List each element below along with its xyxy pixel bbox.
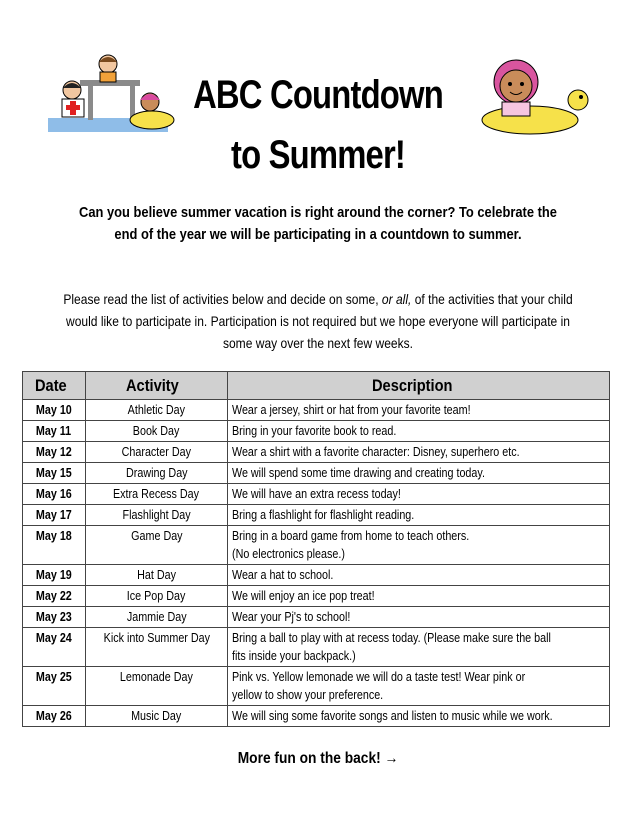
table-row (23, 526, 610, 565)
cell-description (228, 421, 610, 442)
cell-description (228, 484, 610, 505)
description-line: Wear a hat to school. (232, 568, 334, 582)
cell-activity: Flashlight Day (85, 505, 227, 526)
header-activity: Activity (85, 372, 227, 400)
cell-activity: Music Day (85, 706, 227, 727)
cell-activity: Game Day (85, 526, 227, 565)
title-line2: to Summer! (230, 133, 406, 177)
table-row (23, 667, 610, 706)
table-row (23, 505, 610, 526)
instructions-after: of the activities that your child would like to participate in. Participation is not required but we hope everyone will participate in some way over the next few weeks. (66, 291, 573, 351)
description-line: Bring a ball to play with at recess today. (Please make sure the ball (232, 631, 552, 645)
table-row (23, 463, 610, 484)
description-line: We will spend some time drawing and creating today. (232, 466, 486, 480)
cell-activity: Lemonade Day (85, 667, 227, 706)
cell-activity: Drawing Day (85, 463, 227, 484)
table-header-row (23, 372, 610, 400)
description-line: We will sing some favorite songs and listen to music while we work. (232, 709, 553, 723)
description-line: Wear your Pj's to school! (232, 610, 351, 624)
table-row (23, 628, 610, 667)
table-row (23, 484, 610, 505)
cell-date: May 25 (23, 667, 86, 706)
cell-description (228, 667, 610, 706)
cell-activity: Extra Recess Day (85, 484, 227, 505)
cell-description (228, 586, 610, 607)
description-line: Pink vs. Yellow lemonade we will do a taste test! Wear pink or (232, 670, 526, 684)
table-row (23, 607, 610, 628)
description-line: Bring in a board game from home to teach others. (232, 529, 470, 543)
description-line: Bring a flashlight for flashlight reading. (232, 508, 415, 522)
description-line: (No electronics please.) (232, 547, 346, 561)
table-row (23, 442, 610, 463)
cell-activity: Hat Day (85, 565, 227, 586)
cell-date: May 15 (23, 463, 86, 484)
cell-date: May 24 (23, 628, 86, 667)
footer-note: More fun on the back! → (237, 750, 399, 767)
cell-date: May 18 (23, 526, 86, 565)
description-line: yellow to show your preference. (232, 688, 384, 702)
cell-activity: Character Day (85, 442, 227, 463)
instructions-emphasis: or all, (381, 291, 412, 307)
description-line: fits inside your backpack.) (232, 649, 356, 663)
table-row (23, 400, 610, 421)
cell-date: May 26 (23, 706, 86, 727)
cell-date: May 17 (23, 505, 86, 526)
cell-description (228, 505, 610, 526)
cell-activity: Athletic Day (85, 400, 227, 421)
description-line: We will enjoy an ice pop treat! (232, 589, 375, 603)
description-line: Wear a jersey, shirt or hat from your favorite team! (232, 403, 471, 417)
intro-paragraph: Can you believe summer vacation is right around the corner? To celebrate the end of the year we will be participating in a countdown to summer. (79, 204, 557, 243)
cell-description (228, 706, 610, 727)
cell-description (228, 565, 610, 586)
cell-description (228, 463, 610, 484)
cell-date: May 23 (23, 607, 86, 628)
instructions-paragraph (62, 288, 575, 354)
table-row (23, 706, 610, 727)
header-date: Date (23, 372, 86, 400)
cell-description (228, 628, 610, 667)
cell-activity: Ice Pop Day (85, 586, 227, 607)
cell-date: May 12 (23, 442, 86, 463)
description-line: Bring in your favorite book to read. (232, 424, 397, 438)
cell-date: May 10 (23, 400, 86, 421)
cell-date: May 19 (23, 565, 86, 586)
instructions-before: Please read the list of activities below and decide on some, (63, 291, 382, 307)
cell-description (228, 442, 610, 463)
header-description: Description (228, 372, 610, 400)
description-line: We will have an extra recess today! (232, 487, 402, 501)
cell-date: May 11 (23, 421, 86, 442)
cell-activity: Book Day (85, 421, 227, 442)
countdown-table (22, 371, 610, 727)
cell-description (228, 607, 610, 628)
cell-description (228, 400, 610, 421)
table-row (23, 586, 610, 607)
cell-description (228, 526, 610, 565)
table-row (23, 421, 610, 442)
cell-date: May 22 (23, 586, 86, 607)
table-row (23, 565, 610, 586)
cell-date: May 16 (23, 484, 86, 505)
description-line: Wear a shirt with a favorite character: Disney, superhero etc. (232, 445, 520, 459)
title-line1: ABC Countdown (193, 73, 443, 117)
cell-activity: Jammie Day (85, 607, 227, 628)
cell-activity: Kick into Summer Day (85, 628, 227, 667)
